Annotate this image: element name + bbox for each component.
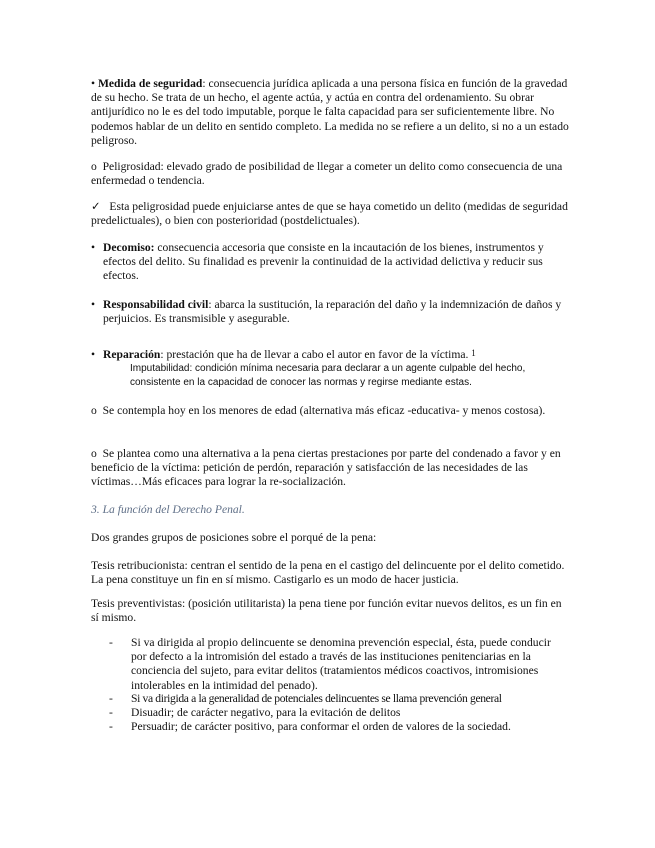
dash-marker: - (109, 636, 113, 649)
enjuiciarse-text: Esta peligrosidad puede enjuiciarse antes de que se haya cometido un delito (medidas de seguridad predelictuales), o bien con posterioridad (postdelictuales). (91, 200, 568, 228)
paragraph-responsabilidad-civil (103, 298, 569, 326)
paragraph-medida-seguridad (91, 77, 569, 148)
term-responsabilidad-civil: Responsabilidad civil (103, 298, 209, 311)
paragraph-grupos: Dos grandes grupos de posiciones sobre el porqué de la pena: (91, 531, 377, 544)
decomiso-text: consecuencia accesoria que consiste en la incautación de los bienes, instrumentos y efectos del delito. Su finalidad es prevenir la continuidad de la actividad delictiva y reducir sus efectos. (103, 241, 544, 283)
circle-marker: o (91, 404, 97, 417)
responsabilidad-text: : abarca la sustitución, la reparación del daño y la indemnización de daños y perjuicios. Es transmisible y asegurable. (103, 298, 562, 326)
dash-marker: - (109, 706, 113, 719)
footnote-marker: 1 (471, 348, 476, 358)
bullet: • (91, 77, 96, 90)
list-item: Disuadir; de carácter negativo, para la evitación de delitos (131, 706, 401, 719)
alternativa-text: Se plantea como una alternativa a la pena ciertas prestaciones por parte del condenado a favor y en beneficio de la víctima: petición de perdón, reparación y satisfacción de las necesidades de las víctimas…Más eficaces para lograr la re-socialización. (91, 447, 561, 489)
bullet: • (91, 348, 96, 361)
paragraph-peligrosidad (91, 160, 569, 188)
section-heading: 3. La función del Derecho Penal. (91, 503, 245, 516)
circle-marker: o (91, 447, 97, 460)
paragraph-retribucionista: Tesis retribucionista: centran el sentido de la pena en el castigo del delincuente por el delito cometido. La pena constituye un fin en sí mismo. Castigarlo es un modo de hacer justicia. (91, 559, 565, 587)
list-item: Si va dirigida a la generalidad de potenciales delincuentes se llama prevención general (131, 692, 502, 705)
definition-text: : consecuencia jurídica aplicada a una persona física en función de la gravedad de su hecho. Se trata de un hecho, el agente actúa, y actúa en contra del ordenamiento. Su obrar antijurídico no le es del todo imputable, porque le falta capacidad para ser suficientemente libre. No podemos hablar de un delito en sentido completo. La medida no se refiere a un delito, si no a un estado peligroso. (91, 77, 569, 147)
term-medida-seguridad: Medida de seguridad (97, 77, 203, 90)
dash-marker: - (109, 720, 113, 733)
imputabilidad-note: Imputabilidad: condición mínima necesaria para declarar a un agente culpable del hecho, consistente en la capacidad de conocer las normas y regirse mediante estas. (130, 363, 526, 388)
paragraph-reparacion (103, 348, 569, 362)
peligrosidad-text: Peligrosidad: elevado grado de posibilidad de llegar a cometer un delito como consecuencia de una enfermedad o tendencia. (91, 160, 563, 188)
dash-marker: - (109, 692, 113, 705)
bullet: • (91, 241, 96, 254)
menores-text: Se contempla hoy en los menores de edad (alternativa más eficaz -educativa- y menos costosa). (102, 404, 546, 417)
paragraph-menores (91, 404, 569, 418)
paragraph-alternativa (91, 447, 569, 490)
circle-marker: o (91, 160, 97, 173)
paragraph-preventivistas: Tesis preventivistas: (posición utilitarista) la pena tiene por función evitar nuevos delitos, es un fin en sí mismo. (91, 597, 562, 625)
bullet: • (91, 298, 96, 311)
term-decomiso: Decomiso: (103, 241, 155, 254)
paragraph-enjuiciarse (91, 200, 569, 228)
list-item: Persuadir; de carácter positivo, para conformar el orden de valores de la sociedad. (131, 720, 511, 733)
reparacion-text: : prestación que ha de llevar a cabo el autor en favor de la víctima. (160, 348, 469, 361)
check-icon: ✓ (91, 200, 101, 213)
term-reparacion: Reparación (103, 348, 161, 361)
list-item: Si va dirigida al propio delincuente se denomina prevención especial, ésta, puede conducir por defecto a la intromisión del estado a través de las instituciones penitenciarias en la conciencia del sujeto, para evitar delitos (tratamientos médicos coactivos, intromisiones intolerables en la intimidad del penado). (131, 636, 551, 692)
paragraph-decomiso (103, 241, 569, 284)
